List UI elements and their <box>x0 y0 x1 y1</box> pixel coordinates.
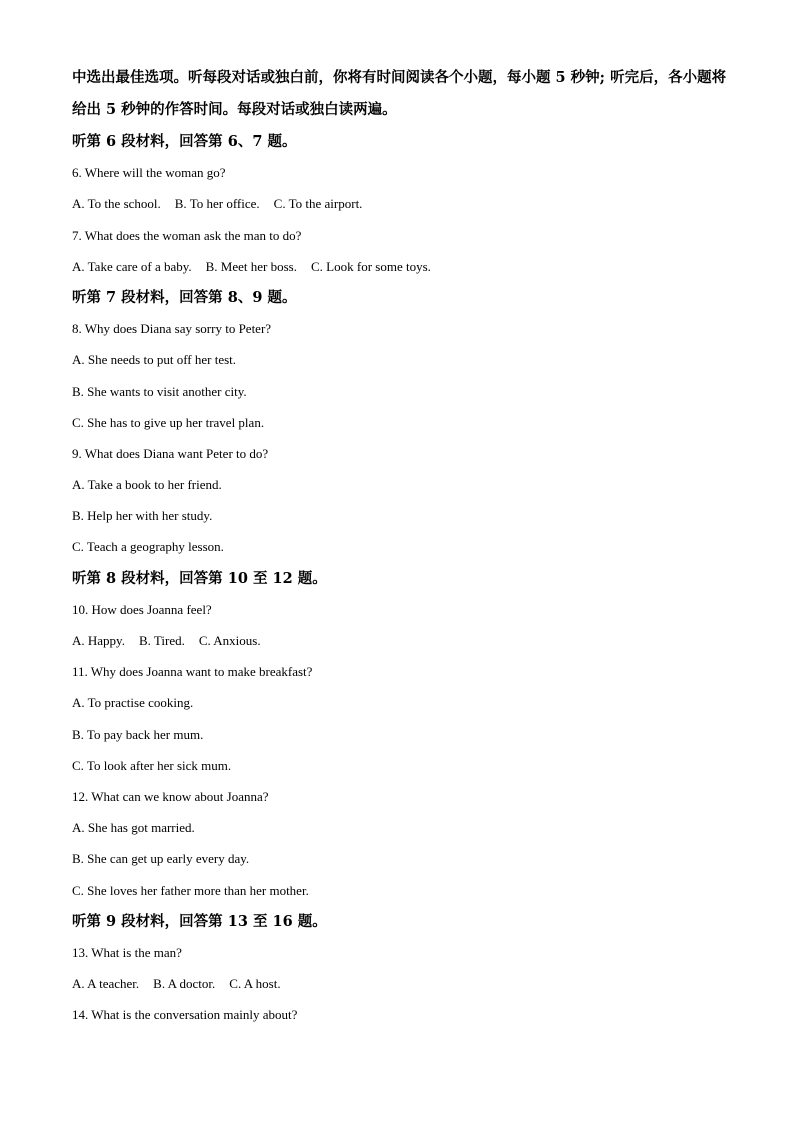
answer-option: C. Teach a geography lesson. <box>72 539 224 555</box>
answer-option: B. A doctor. <box>153 976 216 992</box>
question-text: 6. Where will the woman go? <box>72 165 226 181</box>
answer-option: B. She can get up early every day. <box>72 851 250 867</box>
listening-sections <box>72 126 732 1030</box>
options-row <box>72 188 732 219</box>
answer-option: C. She has to give up her travel plan. <box>72 414 265 430</box>
section-heading: 听第 7 段材料，回答第 8、9 题。 <box>72 288 297 306</box>
answer-option: C. To the airport. <box>273 196 363 212</box>
question-text: 13. What is the man? <box>72 944 182 960</box>
answer-option: C. A host. <box>229 976 281 992</box>
instructions-paragraph: 中选出最佳选项。听每段对话或独白前，你将有时间阅读各个小题，每小题 5 秒钟; 听完后，各小题将给出 5 秒钟的作答时间。每段对话或独白读两遍。 <box>72 69 727 118</box>
answer-option: B. She wants to visit another city. <box>72 383 247 399</box>
answer-option: C. Anxious. <box>198 633 261 648</box>
answer-option: B. Tired. <box>138 633 185 648</box>
question-text: 14. What is the conversation mainly about? <box>72 1007 298 1023</box>
question-text: 8. Why does Diana say sorry to Peter? <box>72 321 272 337</box>
answer-option: A. Take a book to her friend. <box>72 477 222 493</box>
answer-option: A. She has got married. <box>72 820 195 836</box>
document-page <box>72 62 732 1030</box>
question-text: 11. Why does Joanna want to make breakfast? <box>72 664 313 680</box>
answer-option: A. Happy. <box>72 633 125 648</box>
answer-option: B. To pay back her mum. <box>72 726 204 742</box>
answer-option: B. Meet her boss. <box>205 258 297 274</box>
question-text: 10. How does Joanna feel? <box>72 601 212 617</box>
question-text: 9. What does Diana want Peter to do? <box>72 445 269 461</box>
answer-option: B. To her office. <box>174 196 260 212</box>
answer-option: A. To practise cooking. <box>72 695 194 711</box>
answer-option: B. Help her with her study. <box>72 508 213 524</box>
section-heading: 听第 8 段材料，回答第 10 至 12 题。 <box>72 569 327 587</box>
answer-option: C. She loves her father more than her mother. <box>72 882 309 898</box>
answer-option: A. Take care of a baby. <box>72 258 192 274</box>
question-text: 12. What can we know about Joanna? <box>72 788 269 804</box>
options-row <box>72 251 732 282</box>
answer-option: C. To look after her sick mum. <box>72 757 232 773</box>
question-text: 7. What does the woman ask the man to do? <box>72 227 302 243</box>
options-row <box>72 968 732 999</box>
answer-option: C. Look for some toys. <box>311 258 431 274</box>
answer-option: A. A teacher. <box>72 976 140 992</box>
section-heading: 听第 9 段材料，回答第 13 至 16 题。 <box>72 912 327 930</box>
section-heading: 听第 6 段材料，回答第 6、7 题。 <box>72 133 297 150</box>
answer-option: A. She needs to put off her test. <box>72 352 237 368</box>
answer-option: A. To the school. <box>72 196 161 212</box>
options-row <box>72 625 732 656</box>
